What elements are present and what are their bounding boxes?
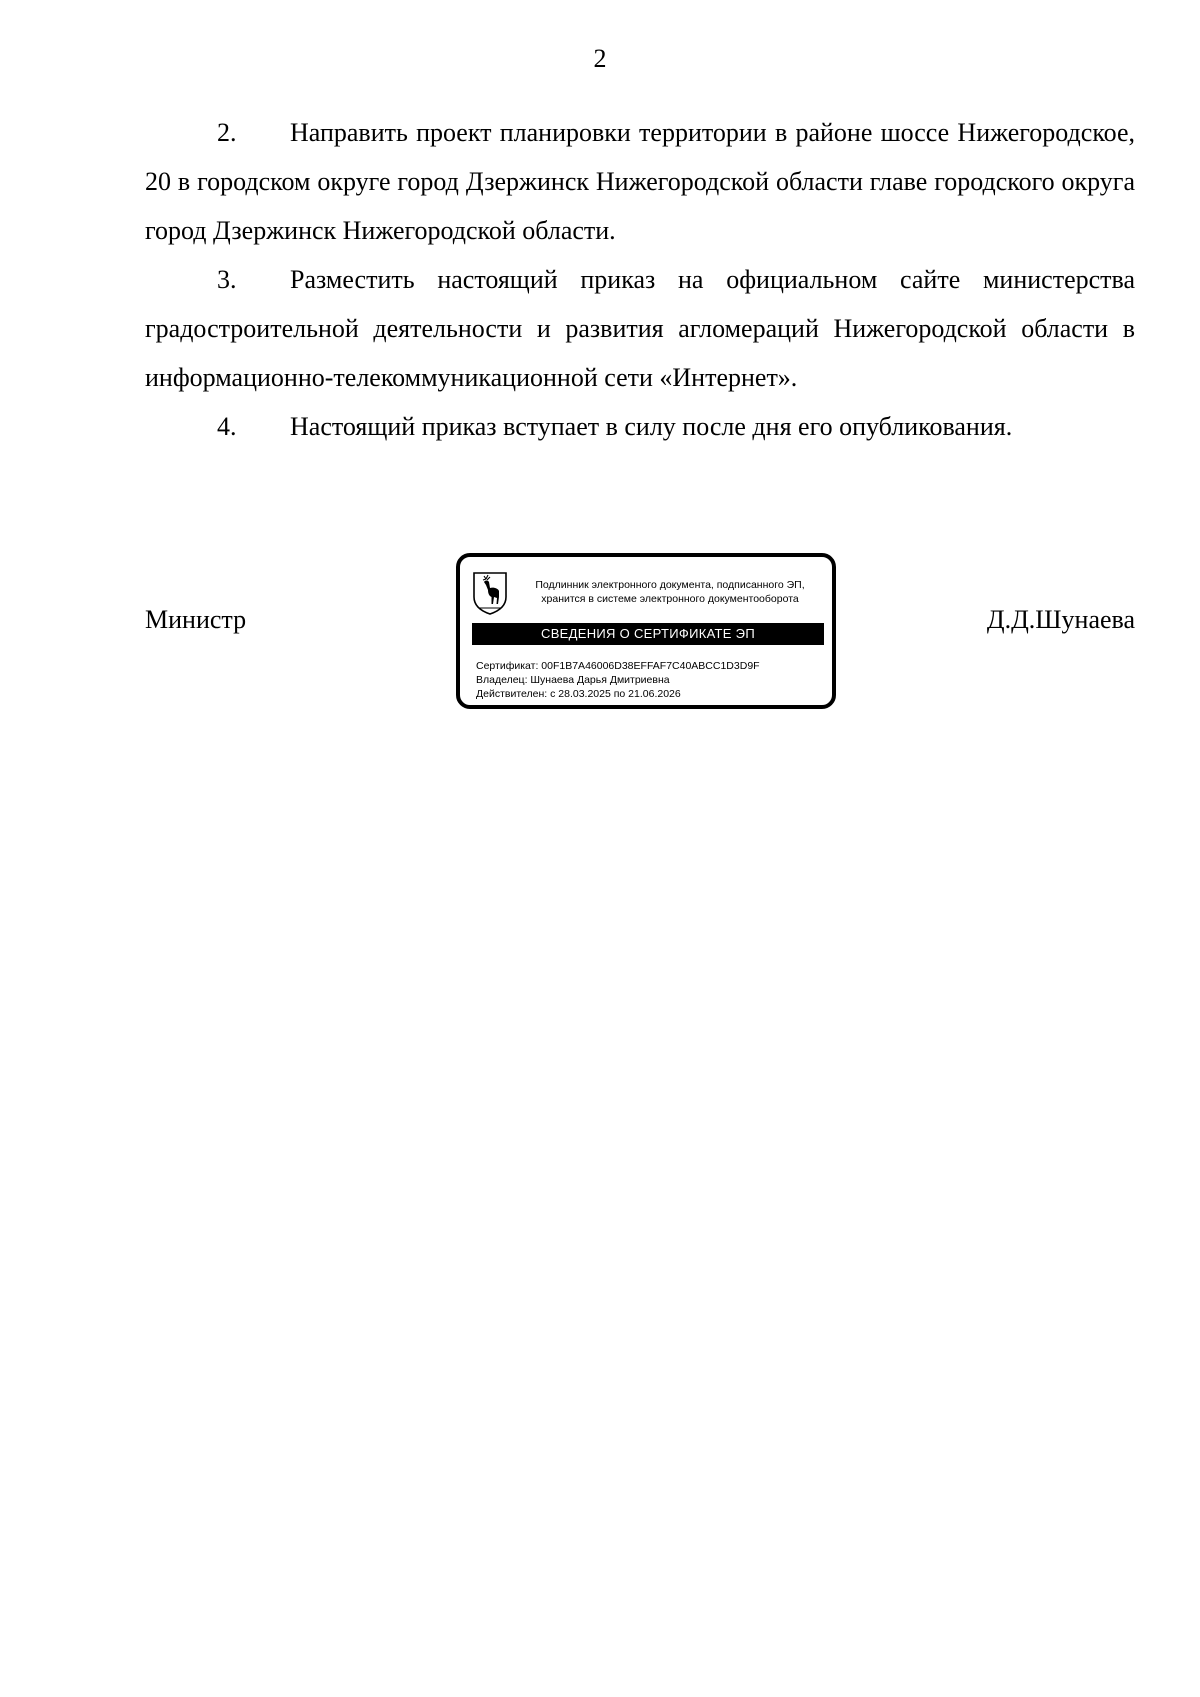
certificate-owner: Владелец: Шунаева Дарья Дмитриевна [476, 674, 670, 686]
paragraph-number: 2. [217, 118, 237, 147]
paragraph-text: Настоящий приказ вступает в силу после дня его опубликования. [290, 412, 1013, 441]
document-body [145, 108, 1135, 451]
stamp-header-line: Подлинник электронного документа, подписанного ЭП, [535, 579, 805, 591]
stamp-header-line: хранится в системе электронного документооборота [541, 593, 799, 605]
signer-title: Министр [145, 605, 247, 634]
paragraph-text: Направить проект планировки территории в районе шоссе Нижегородское, 20 в городском округе город Дзержинск Нижегородской области главе городского округа город Дзержинск Нижегородской области. [145, 118, 1135, 245]
certificate-number: Сертификат: 00F1B7A46006D38EFFAF7C40ABCC1D3D9F [476, 660, 760, 672]
electronic-signature-stamp [456, 553, 836, 709]
paragraph-number: 4. [217, 412, 237, 441]
certificate-info-bar: СВЕДЕНИЯ О СЕРТИФИКАТЕ ЭП [472, 623, 824, 645]
paragraph-3 [145, 255, 1135, 402]
stamp-header [520, 578, 820, 606]
paragraph-text: Разместить настоящий приказ на официальном сайте министерства градостроительной деятельности и развития агломераций Нижегородской области в информационно-телекоммуникационной сети «Интернет». [145, 265, 1135, 392]
paragraph-4 [145, 402, 1135, 451]
page-number: 2 [593, 44, 607, 73]
paragraph-2 [145, 108, 1135, 255]
deer-emblem-icon [472, 571, 508, 615]
certificate-validity: Действителен: с 28.03.2025 по 21.06.2026 [476, 688, 681, 700]
certificate-details [476, 659, 760, 701]
paragraph-number: 3. [217, 265, 237, 294]
signer-name: Д.Д.Шунаева [986, 605, 1135, 634]
